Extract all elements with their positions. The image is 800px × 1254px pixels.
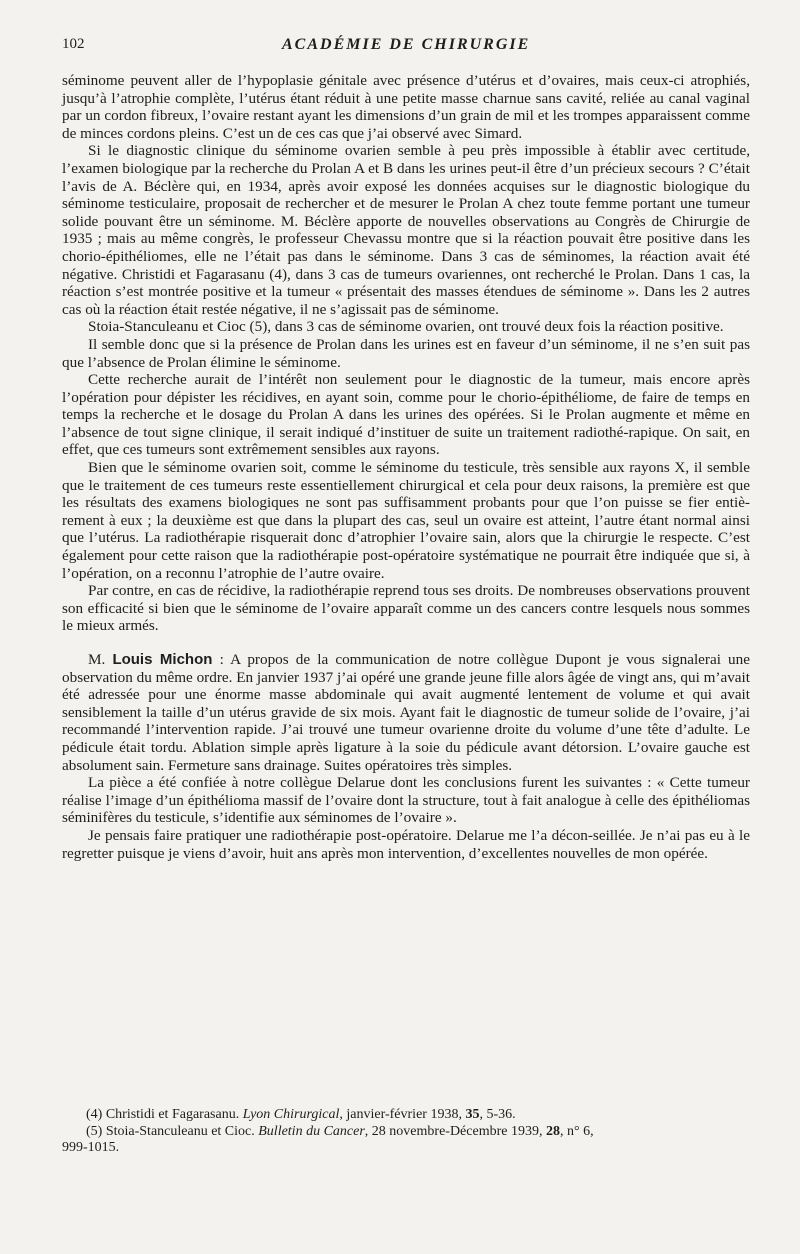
footnote-details: , janvier-février 1938, [339,1107,466,1122]
paragraph: Cette recherche aurait de l’intérêt non seulement pour le diagnostic de la tumeur, mais encore après l’opération pour dépister les récidives, en ayant soin, comme pour le chorio-épithéliome, de faire de temps en temps la recherche et le dosage du Prolan A dans les urines des opérées. Si le Prolan augmente et même en l’absence de tout signe clinique, il serait indiqué d’instituer de suite un traitement radiothé-rapique. On sait, en effet, que ces tumeurs sont extrêmement sensibles aux rayons. [62,371,750,459]
speaker-name: Louis Michon [112,651,213,668]
footnote-marker: (5) [86,1123,103,1139]
footnote-marker: (4) [86,1107,103,1122]
footnote-authors: Stoia-Stanculeanu et Cioc. [102,1123,259,1139]
paragraph: La pièce a été confiée à notre collègue Delarue dont les conclusions furent les suivantes : « Cette tumeur réalise l’image d’un épithélioma massif de l’ovaire dont la structure, tout à fait analogue à celle des épithéliomas séminifères du testicule, s’identifie aux séminomes de l’ovaire ». [62,774,750,827]
footnote-volume: 35 [465,1107,480,1122]
running-title: ACADÉMIE DE CHIRURGIE [282,36,531,53]
footnote-details: , 28 novembre-Décembre 1939, [364,1123,546,1139]
paragraph: Stoia-Stanculeanu et Cioc (5), dans 3 cas de séminome ovarien, ont trouvé deux fois la réaction positive. [88,318,724,336]
page-number: 102 [62,36,85,52]
body-text [62,72,750,862]
footnote-authors: Christidi et Fagarasanu. [102,1107,243,1122]
footnote-details: , n° 6, [559,1123,594,1139]
michon-intervention [62,651,750,774]
paragraph: séminome peuvent aller de l’hypoplasie génitale avec présence d’utérus et d’ovaires, mais ceux-ci atrophiés, jusqu’à l’atrophie complète, l’utérus étant réduit à une petite masse charnue sans cavité, reliée au canal vaginal par un cordon fibreux, l’ovaire restant ayant les dimensions d’un grain de mil et les trompes apparaissent comme de minces cordons pleins. C’est un de ces cas que j’ai observé avec Simard. [62,72,750,142]
footnote-journal: Lyon Chirurgical [242,1107,340,1122]
paragraph: Il semble donc que si la présence de Prolan dans les urines est en faveur d’un séminome, il ne s’en suit pas que l’absence de Prolan élimine le séminome. [62,335,750,371]
speaker-prefix: M. [88,651,113,668]
footnote-5 [62,1124,750,1141]
page-header [62,36,748,60]
footnote-volume: 28 [545,1123,560,1139]
footnote-5-continuation: 999-1015. [62,1140,120,1155]
footnote-details: , 5-36. [479,1107,516,1122]
footnote-4 [62,1107,750,1124]
paragraph: Je pensais faire pratiquer une radiothérapie post-opératoire. Delarue me l’a décon-seillée. Je n’ai pas eu à le regretter puisque je viens d’avoir, huit ans après mon intervention, d’excellentes nouvelles de mon opérée. [62,826,750,862]
michon-intro: : A propos de la communication de notre collègue Dupont je vous signalerai une observation du même ordre. En janvier 1937 j’ai opéré une grande jeune fille alors âgée de vingt ans, qui m’avait été adressée pour une énorme masse abdominale qui avait augmenté lentement de volume et qui avait sensiblement la taille d’un utérus gravide de six mois. Ayant fait le diagnostic de tumeur solide de l’ovaire, j’ai recommandé l’intervention rapide. J’ai trouvé une tumeur ovarienne droite du volume d’une tête d’adulte. Le pédicule était tordu. Ablation simple après ligature à la soie du pédicule avant détorsion. L’ovaire gauche est absolument sain. Fermeture sans drainage. Suites opératoires très simples. [62,651,750,774]
paragraph: Si le diagnostic clinique du séminome ovarien semble à peu près impossible à établir avec certitude, l’examen biologique par la recherche du Prolan A et B dans les urines peut-il être d’un précieux secours ? C’était l’avis de A. Béclère qui, en 1934, après avoir exposé les données acquises sur le diagnostic biologique du séminome testiculaire, proposait de rechercher et de mesurer le Prolan A chez toute femme portant une tumeur solide pouvant être un séminome. M. Béclère apporte de nouvelles observations au Congrès de Chirurgie de 1935 ; mais au même congrès, le professeur Chevassu montre que si la réaction pouvait être positive dans les chorio-épithéliomes, elle ne l’était pas dans le séminome. Dans 3 cas de séminomes, la réaction avait été négative. Christidi et Fagarasanu (4), dans 3 cas de tumeurs ovariennes, ont recherché le Prolan. Dans 1 cas, la réaction s’est montrée positive et la tumeur « présentait des masses étendues de séminome ». Dans les 2 autres cas où la réaction était restée négative, il ne s’agissait pas de séminome. [62,142,750,318]
footnote-journal: Bulletin du Cancer [258,1123,365,1139]
paragraph: Bien que le séminome ovarien soit, comme le séminome du testicule, très sensible aux rayons X, il semble que le traitement de ces tumeurs reste essentiellement chirurgical et cela pour deux raisons, la première est que les résultats des examens biologiques ne sont pas suffisamment probants pour que l’on puisse se fier entiè-rement à eux ; la deuxième est que dans la plupart des cas, seul un ovaire est atteint, l’autre étant normal ainsi que l’utérus. La radiothérapie risquerait donc d’atrophier l’ovaire sain, alors que la chirurgie le respecte. C’est également pour cette raison que la radiothérapie post-opératoire systématique ne pourrait être indiquée que si, à l’opération, on a reconnu l’atrophie de l’autre ovaire. [62,459,750,582]
footnotes [62,1107,750,1157]
paragraph: Par contre, en cas de récidive, la radiothérapie reprend tous ses droits. De nombreuses observations prouvent son efficacité si bien que le séminome de l’ovaire apparaît comme un des cancers contre lesquels nous sommes le mieux armés. [62,582,750,635]
